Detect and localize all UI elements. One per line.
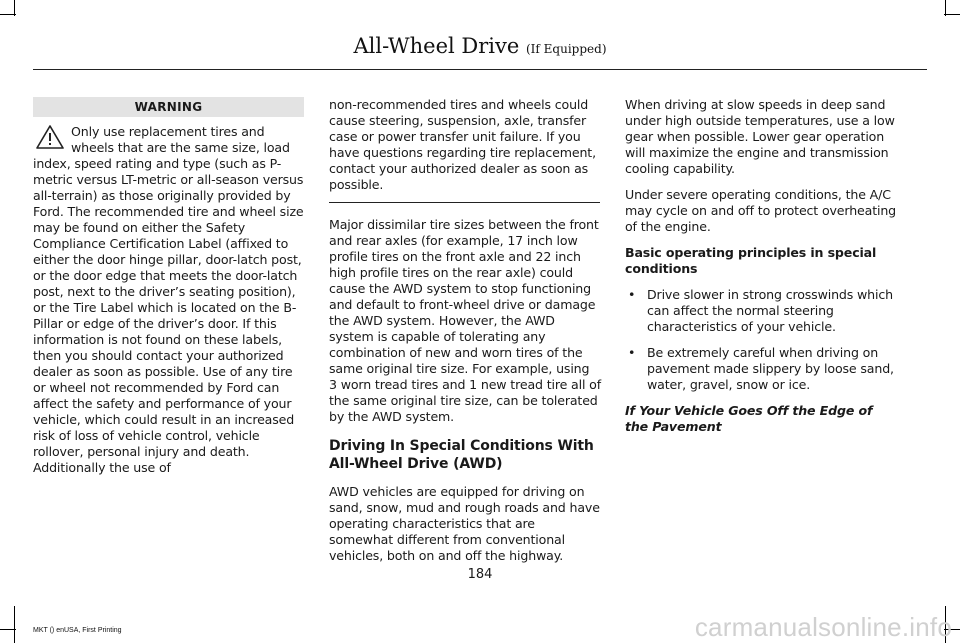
crop-mark: [0, 629, 16, 630]
awd-intro-paragraph: AWD vehicles are equipped for driving on sand, snow, mud and rough roads and have operating characteristics that are somewhat different from conventional vehicles, both on and off the highway.: [329, 484, 600, 563]
list-item: • Be extremely careful when driving on pavement made slippery by loose sand, water, gravel, snow or ice.: [625, 345, 897, 393]
warning-column: [33, 124, 305, 476]
principles-list: [625, 287, 897, 393]
page-header: [0, 34, 960, 58]
page-number: 184: [467, 567, 493, 582]
list-item: • Drive slower in strong crosswinds which can affect the normal steering characteristics of your vehicle.: [625, 287, 897, 335]
ac-cycle-paragraph: Under severe operating conditions, the A/C may cycle on and off to protect overheating of the engine.: [625, 187, 897, 234]
warning-heading: WARNING: [33, 97, 304, 117]
crop-mark: [0, 14, 16, 15]
right-column: [625, 97, 897, 435]
slow-speeds-paragraph: When driving at slow speeds in deep sand under high outside temperatures, use a low gear when possible. Lower gear operation will maximize the engine and transmission cooling capability.: [625, 97, 895, 176]
middle-column: [329, 97, 601, 564]
section-heading: Driving In Special Conditions With All-Wheel Drive (AWD): [329, 438, 594, 472]
tire-sizes-paragraph: Major dissimilar tire sizes between the front and rear axles (for example, 17 inch low profile tires on the front axle and 22 inch high profile tires on the rear axle) could cause the AWD system to stop functioning and default to front-wheel drive or damage the AWD system. However, the AWD system is capable of tolerating any combination of new and worn tires of the same original tire size. For example, using 3 worn tread tires and 1 new tread tire all of the same original tire size, can be tolerated by the AWD system.: [329, 217, 602, 424]
off-edge-heading: If Your Vehicle Goes Off the Edge of the Pavement: [625, 403, 873, 434]
principles-heading: Basic operating principles in special conditions: [625, 245, 877, 276]
watermark: carmanualsonline.info: [694, 612, 952, 642]
crop-mark: [944, 14, 960, 15]
page-subtitle: (If Equipped): [525, 42, 607, 56]
warning-end-rule: [329, 202, 600, 203]
icon-spacer: [33, 124, 71, 152]
warning-text-continued: non-recommended tires and wheels could cause steering, suspension, axle, transfer case or power transfer unit failure. If you have questions regarding tire replacement, contact your authorized dealer as soon as possible.: [329, 97, 596, 192]
page-title: All-Wheel Drive: [353, 34, 520, 58]
crop-mark: [14, 606, 15, 643]
print-note: MKT () enUSA, First Printing: [33, 627, 122, 634]
warning-text: Only use replacement tires and wheels that are the same size, load index, speed rating and type (such as P-metric versus LT-metric or all-season versus all-terrain) as those originally provided by Ford. The recommended tire and wheel size may be found on either the Safety Compliance Certification Label (affixed to either the door hinge pillar, door-latch post, or the door edge that meets the door-latch post, next to the driver’s seating position), or the Tire Label which is located on the B-Pillar or edge of the driver’s door. If this information is not found on these labels, then you should contact your authorized dealer as soon as possible. Use of any tire or wheel not recommended by Ford can affect the safety and performance of your vehicle, which could result in an increased risk of loss of vehicle control, vehicle rollover, personal injury and death. Additionally the use of: [33, 124, 304, 475]
header-rule: [33, 69, 927, 70]
